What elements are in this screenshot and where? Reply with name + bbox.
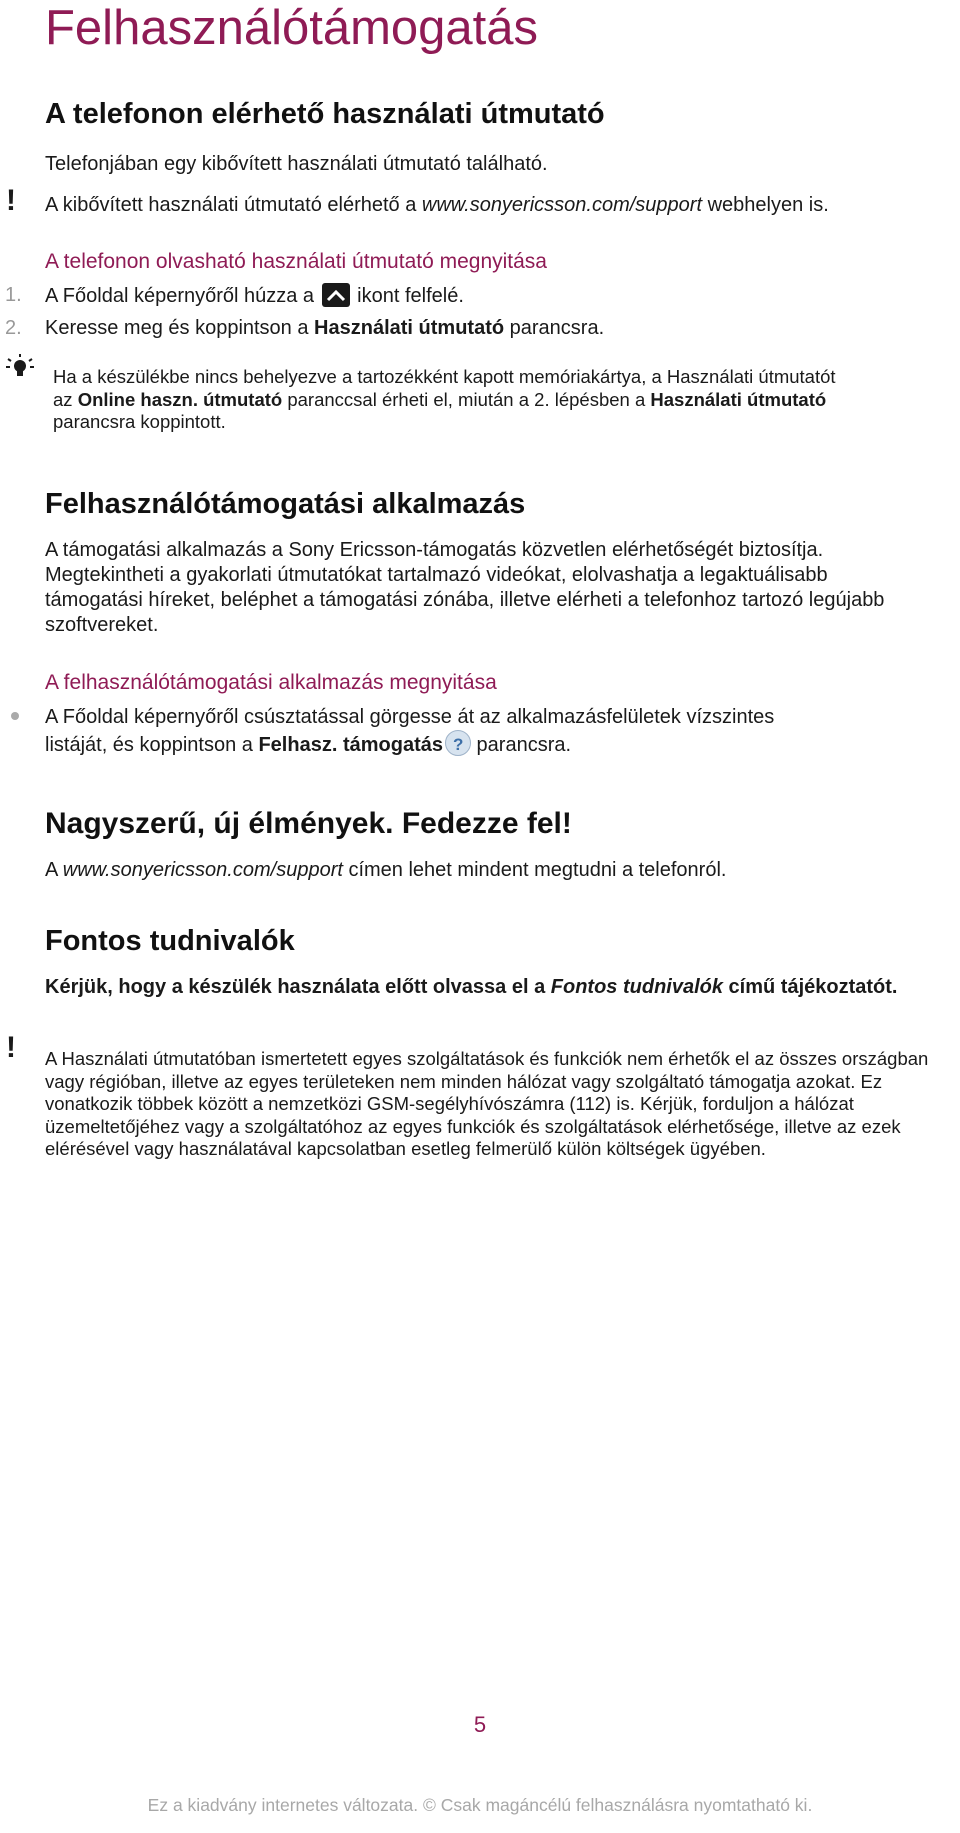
question-icon: ? (445, 730, 471, 756)
section-heading-support-app: Felhasználótámogatási alkalmazás (45, 488, 526, 520)
explore-text: A www.sonyericsson.com/support címen lehet mindent megtudni a telefonról. (45, 859, 727, 881)
footer-note: Ez a kiadvány internetes változata. © Csak magáncélú felhasználásra nyomtatható ki. (147, 1795, 813, 1815)
section-heading-explore: Nagyszerű, új élmények. Fedezze fel! (45, 807, 572, 840)
availability-warning: A Használati útmutatóban ismertetett egyes szolgáltatások és funkciók nem érhetők el az összes országban vagy régióban, illetve az egyes területeken nem minden hálózat vagy szolgáltató támogatja azokat. Ez vonatkozik többek között a nemzetközi GSM-segélyhívószámra (112) is. Kérjük, forduljon a hálózat üzemeltetőjéhez vagy a szolgáltatóhoz az egyes funkciók és szolgáltatások elérhetősége, illetve az ezek elérésével vagy használatával kapcsolatban esetleg felmerülő külön költségek ügyében. (45, 1048, 929, 1159)
step-number: 1. (5, 284, 22, 306)
support-link[interactable]: www.sonyericsson.com/support (62, 859, 343, 881)
step-number: 2. (5, 317, 22, 339)
page-title: Felhasználótámogatás (45, 1, 539, 55)
page-number: 5 (473, 1712, 487, 1737)
section-heading-important-info: Fontos tudnivalók (45, 925, 295, 957)
exclamation-icon: ! (6, 1031, 16, 1064)
support-link[interactable]: www.sonyericsson.com/support (421, 194, 703, 216)
step-1: A Főoldal képernyőről húzza a ikont felfelé. (45, 285, 464, 307)
subheading-open-guide: A telefonon olvasható használati útmutató megnyitása (45, 250, 547, 273)
user-guide-note: A kibővített használati útmutató elérhető a www.sonyericsson.com/support webhelyen is. (45, 194, 829, 216)
lightbulb-icon (4, 353, 36, 386)
user-guide-intro: Telefonjában egy kibővített használati útmutató található. (45, 153, 548, 175)
support-app-description: A támogatási alkalmazás a Sony Ericsson-támogatás közvetlen elérhetőségét biztosítja. Megtekintheti a gyakorlati útmutatókat tartalmazó videókat, elolvashatja a legaktuálisabb támogatási híreket, beléphet a támogatási zónába, illetve elérheti a telefonhoz tartozó legújabb szoftvereket. (45, 539, 885, 636)
chevron-up-icon (322, 283, 350, 307)
important-info-instruction: Kérjük, hogy a készülék használata előtt olvassa el a Fontos tudnivalók című tájékoztatót. (45, 976, 898, 998)
step-2: Keresse meg és koppintson a Használati útmutató parancsra. (45, 317, 605, 339)
tip-text: Ha a készülékbe nincs behelyezve a tartozékként kapott memóriakártya, a Használati útmutatót az Online haszn. útmutató paranccsal érheti el, miután a 2. lépésben a Használati útmutató parancsra koppintott. (53, 366, 836, 432)
subheading-open-support-app: A felhasználótámogatási alkalmazás megnyitása (45, 671, 497, 694)
exclamation-icon: ! (6, 184, 16, 217)
section-heading-user-guide: A telefonon elérhető használati útmutató (45, 98, 605, 130)
bullet (11, 712, 19, 720)
support-app-instruction: A Főoldal képernyőről csúsztatással görgesse át az alkalmazásfelületek vízszintes listáját, és koppintson a Felhasz. támogatás ? parancsra. (45, 706, 775, 756)
